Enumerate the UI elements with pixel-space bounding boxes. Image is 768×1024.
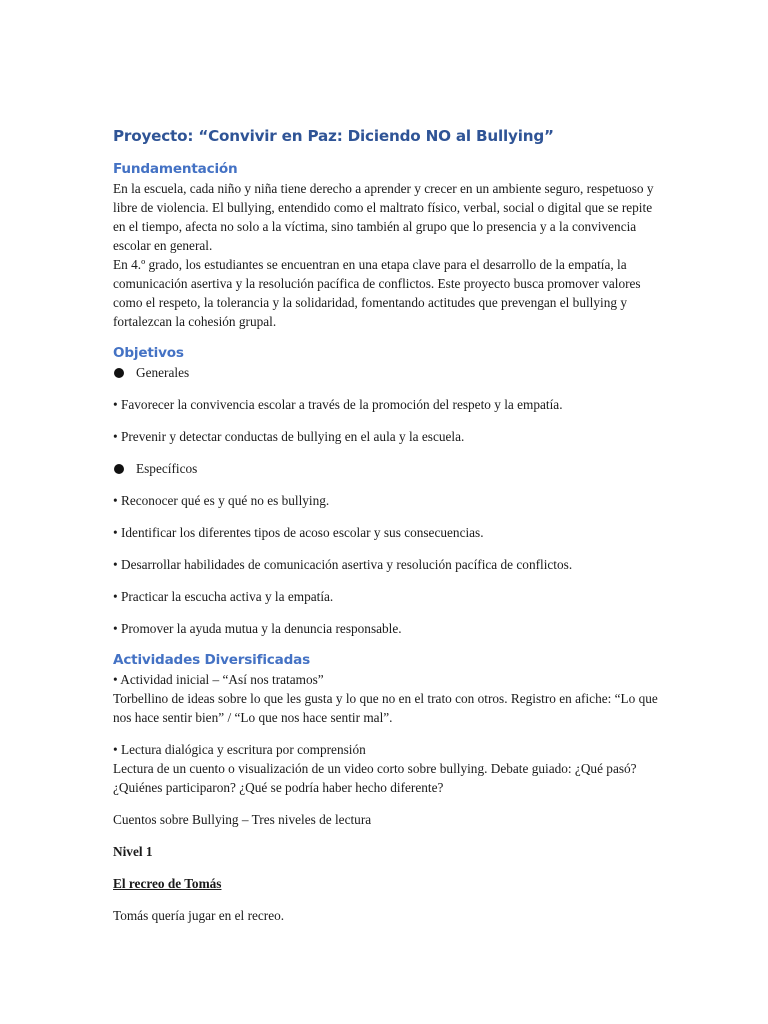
heading-objetivos: Objetivos (113, 345, 184, 361)
document-page (113, 124, 658, 925)
actividad-1-text: Torbellino de ideas sobre lo que les gusta y lo que no en el trato con otros. Registro en afiche: “Lo que nos hace sentir bien” / “Lo que nos hace sentir mal”. (113, 691, 658, 725)
objetivo-general-1: • Favorecer la convivencia escolar a través de la promoción del respeto y la empatía. (113, 397, 563, 412)
generales-label-text: Generales (136, 365, 190, 380)
objetivo-general-2: • Prevenir y detectar conductas de bullying en el aula y la escuela. (113, 429, 465, 444)
objetivo-especifico-1: • Reconocer qué es y qué no es bullying. (113, 493, 330, 508)
objetivos-generales-label (113, 363, 658, 382)
objetivo-especifico-5: • Promover la ayuda mutua y la denuncia responsable. (113, 621, 402, 636)
objetivo-especifico-3: • Desarrollar habilidades de comunicación asertiva y resolución pacífica de conflictos. (113, 557, 573, 572)
fundamentacion-paragraph-2: En 4.º grado, los estudiantes se encuentran en una etapa clave para el desarrollo de la empatía, la comunicación asertiva y la resolución pacífica de conflictos. Este proyecto busca promover valores como el respeto, la tolerancia y la solidaridad, fomentando actitudes que prevengan el bullying y fortalezcan la cohesión grupal. (113, 257, 641, 329)
actividad-2-text: Lectura de un cuento o visualización de un video corto sobre bullying. Debate guiado: ¿Qué pasó? ¿Quiénes participaron? ¿Qué se podría haber hecho diferente? (113, 761, 637, 795)
story-line: Tomás quería jugar en el recreo. (113, 908, 285, 923)
cuentos-heading: Cuentos sobre Bullying – Tres niveles de lectura (113, 812, 372, 827)
objetivo-especifico-2: • Identificar los diferentes tipos de acoso escolar y sus consecuencias. (113, 525, 484, 540)
heading-fundamentacion: Fundamentación (113, 161, 238, 177)
nivel-label: Nivel 1 (113, 844, 153, 859)
objetivos-especificos-label (113, 459, 658, 478)
bullet-dot-icon (114, 464, 124, 474)
objetivo-especifico-4: • Practicar la escucha activa y la empatía. (113, 589, 334, 604)
especificos-label-text: Específicos (136, 461, 198, 476)
story-title: El recreo de Tomás (113, 876, 222, 891)
document-title: Proyecto: “Convivir en Paz: Diciendo NO al Bullying” (113, 127, 554, 145)
heading-actividades: Actividades Diversificadas (113, 652, 311, 668)
actividad-1-title: • Actividad inicial – “Así nos tratamos” (113, 672, 324, 687)
actividad-2-title: • Lectura dialógica y escritura por comprensión (113, 742, 366, 757)
fundamentacion-paragraph-1: En la escuela, cada niño y niña tiene derecho a aprender y crecer en un ambiente seguro, respetuoso y libre de violencia. El bullying, entendido como el maltrato físico, verbal, social o digital que se repite en el tiempo, afecta no solo a la víctima, sino también al grupo que lo presencia y a la convivencia escolar en general. (113, 181, 654, 253)
bullet-dot-icon (114, 368, 124, 378)
